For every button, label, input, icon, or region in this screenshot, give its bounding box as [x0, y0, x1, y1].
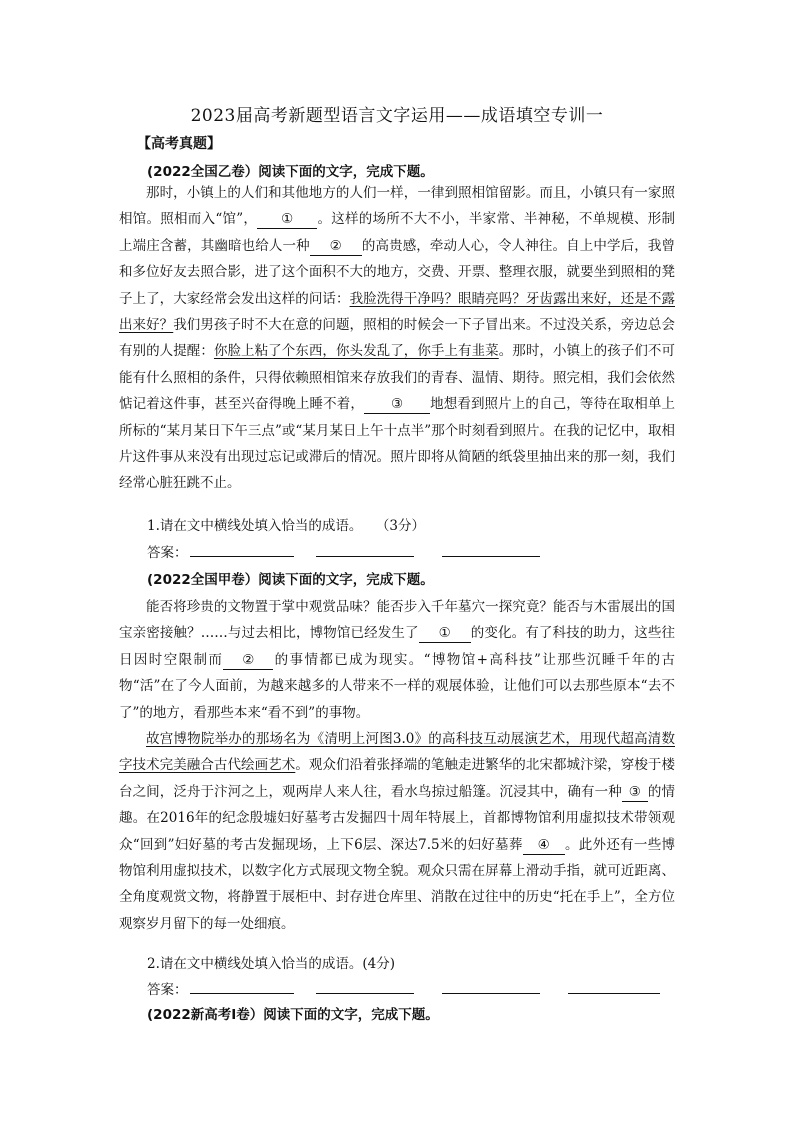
- q1-text-b: 。这样的场所不大不小，半家常、半神秘，不单规模、形制上端庄含蓄，其幽暗也给人一种: [119, 211, 675, 254]
- q1-underlined-1: 我脸洗得干净吗？眼睛亮吗？牙齿露出来好，还是不露出来好？: [119, 290, 675, 334]
- q2-text-c: 的事情都已成为现实。“博物馆+高科技”让那些沉睡千年的古物“活”在了今人面前，为越来越多的人带来不一样的观展体验，让他们可以去那些原本“去不了”的地方，看那些本来“看不到”的事物。: [119, 651, 675, 721]
- q2-answer-line-2[interactable]: [316, 993, 414, 994]
- page-title: 2023届高考新题型语言文字运用——成语填空专训一: [190, 106, 604, 126]
- q2-answer-line-3[interactable]: [442, 993, 540, 994]
- q2-text-d: 。观众们沿着张择端的笔触走进繁华的北宋都城汴梁，穿梭于楼台之间，泛舟于汴河之上，观两岸人来人往，看水鸟掠过船篷。沉浸其中，确有一种: [119, 757, 675, 800]
- q2-text-a: 能否将珍贵的文物置于掌中观赏品味？能否步入千年墓穴一探究竟？能否与木雷展出的国宝亲密接触？……与过去相比，博物馆已经发生了: [119, 599, 675, 642]
- q1-text-a: 那时，小镇上的人们和其他地方的人们一样，一律到照相馆留影。而且，小镇只有一家照相馆。照相而入“馆”，: [119, 185, 675, 228]
- q2-blank-1[interactable]: ①: [419, 624, 471, 643]
- q1-blank-3[interactable]: ③: [364, 395, 430, 414]
- q1-header: (2022全国乙卷）阅读下面的文字，完成下题。: [147, 164, 434, 180]
- q1-answer-line-2[interactable]: [316, 556, 414, 557]
- q1-passage: [119, 180, 675, 497]
- q2-passage-2: [119, 726, 675, 937]
- q2-text-f: 。此外还有一些博物馆利用虚拟技术，以数字化方式展现文物全貌。观众只需在屏幕上滑动手指，就可近距离、全角度观赏文物，将静置于展柜中、封存进仓库里、消散在过往中的历史“托在手上”，全方位观察岁月留下的每一处细痕。: [119, 836, 675, 932]
- q1-answer-line-1[interactable]: [190, 556, 294, 557]
- q1-answer-line-3[interactable]: [442, 556, 540, 557]
- section-label: 【高考真题】: [137, 136, 221, 152]
- q2-text-b: 的变化。有了科技的助力，这些往日因时空限制而: [119, 625, 675, 668]
- q2-passage-1: [119, 594, 675, 726]
- q1-prompt: 1.请在文中横线处填入恰当的成语。 （3分）: [147, 518, 425, 534]
- q2-blank-2[interactable]: ②: [223, 651, 273, 670]
- q1-text-c: 的高贵感，牵动人心，令人神往。自上中学后，我曾和多位好友去照合影，进了这个面积不大的地方，交费、开票、整理衣服，就要坐到照相的凳子上了，大家经常会发出这样的问话：: [119, 237, 675, 307]
- q2-header: (2022全国甲卷）阅读下面的文字，完成下题。: [147, 572, 434, 588]
- q1-text-f: 地想看到照片上的自己，等待在取相单上所标的“某月某日下午三点”或“某月某日上午十点半”那个时刻看到照片。在我的记忆中，取相片这件事从来没有出现过忘记或滞后的情况。照片即将从简陋的纸袋里抽出来的那一刻，我们经常心脏狂跳不止。: [119, 396, 675, 492]
- q1-answer-label: 答案：: [147, 545, 188, 561]
- q2-blank-3[interactable]: ③: [622, 783, 648, 802]
- q1-blank-2[interactable]: ②: [310, 237, 362, 256]
- q2-underlined: 故宫博物院举办的那场名为《清明上河图3.0》的高科技互动展演艺术，用现代超高清数字技术完美融合古代绘画艺术: [119, 731, 675, 774]
- q2-answer-label: 答案：: [147, 982, 188, 998]
- q2-answer-line-4[interactable]: [568, 993, 660, 994]
- q1-text-e: 。那时，小镇上的孩子们不可能有什么照相的条件，只得依赖照相馆来存放我们的青春、温情、期待。照完相，我们会依然惦记着这件事，甚至兴奋得晚上睡不着，: [119, 343, 675, 413]
- q2-blank-4[interactable]: ④: [523, 836, 565, 855]
- q2-answer-line-1[interactable]: [190, 993, 294, 994]
- q1-underlined-2: 你脸上粘了个东西，你头发乱了，你手上有韭菜: [213, 343, 499, 360]
- q1-blank-1[interactable]: ①: [257, 210, 317, 229]
- q1-text-d: 我们男孩子时不大在意的问题，照相的时候会一下子冒出来。不过没关系，旁边总会有别的人提醒：: [119, 317, 675, 360]
- q2-text-e: 的情趣。在2016年的纪念殷墟妇好墓考古发掘四十周年特展上，首都博物馆利用虚拟技术带领观众“回到”妇好墓的考古发掘现场，上下6层、深达7.5米的妇好墓葬: [119, 783, 676, 853]
- q2-prompt: 2.请在文中横线处填入恰当的成语。(4分): [147, 956, 396, 972]
- q3-header: (2022新高考Ⅰ卷）阅读下面的文字，完成下题。: [147, 1007, 439, 1023]
